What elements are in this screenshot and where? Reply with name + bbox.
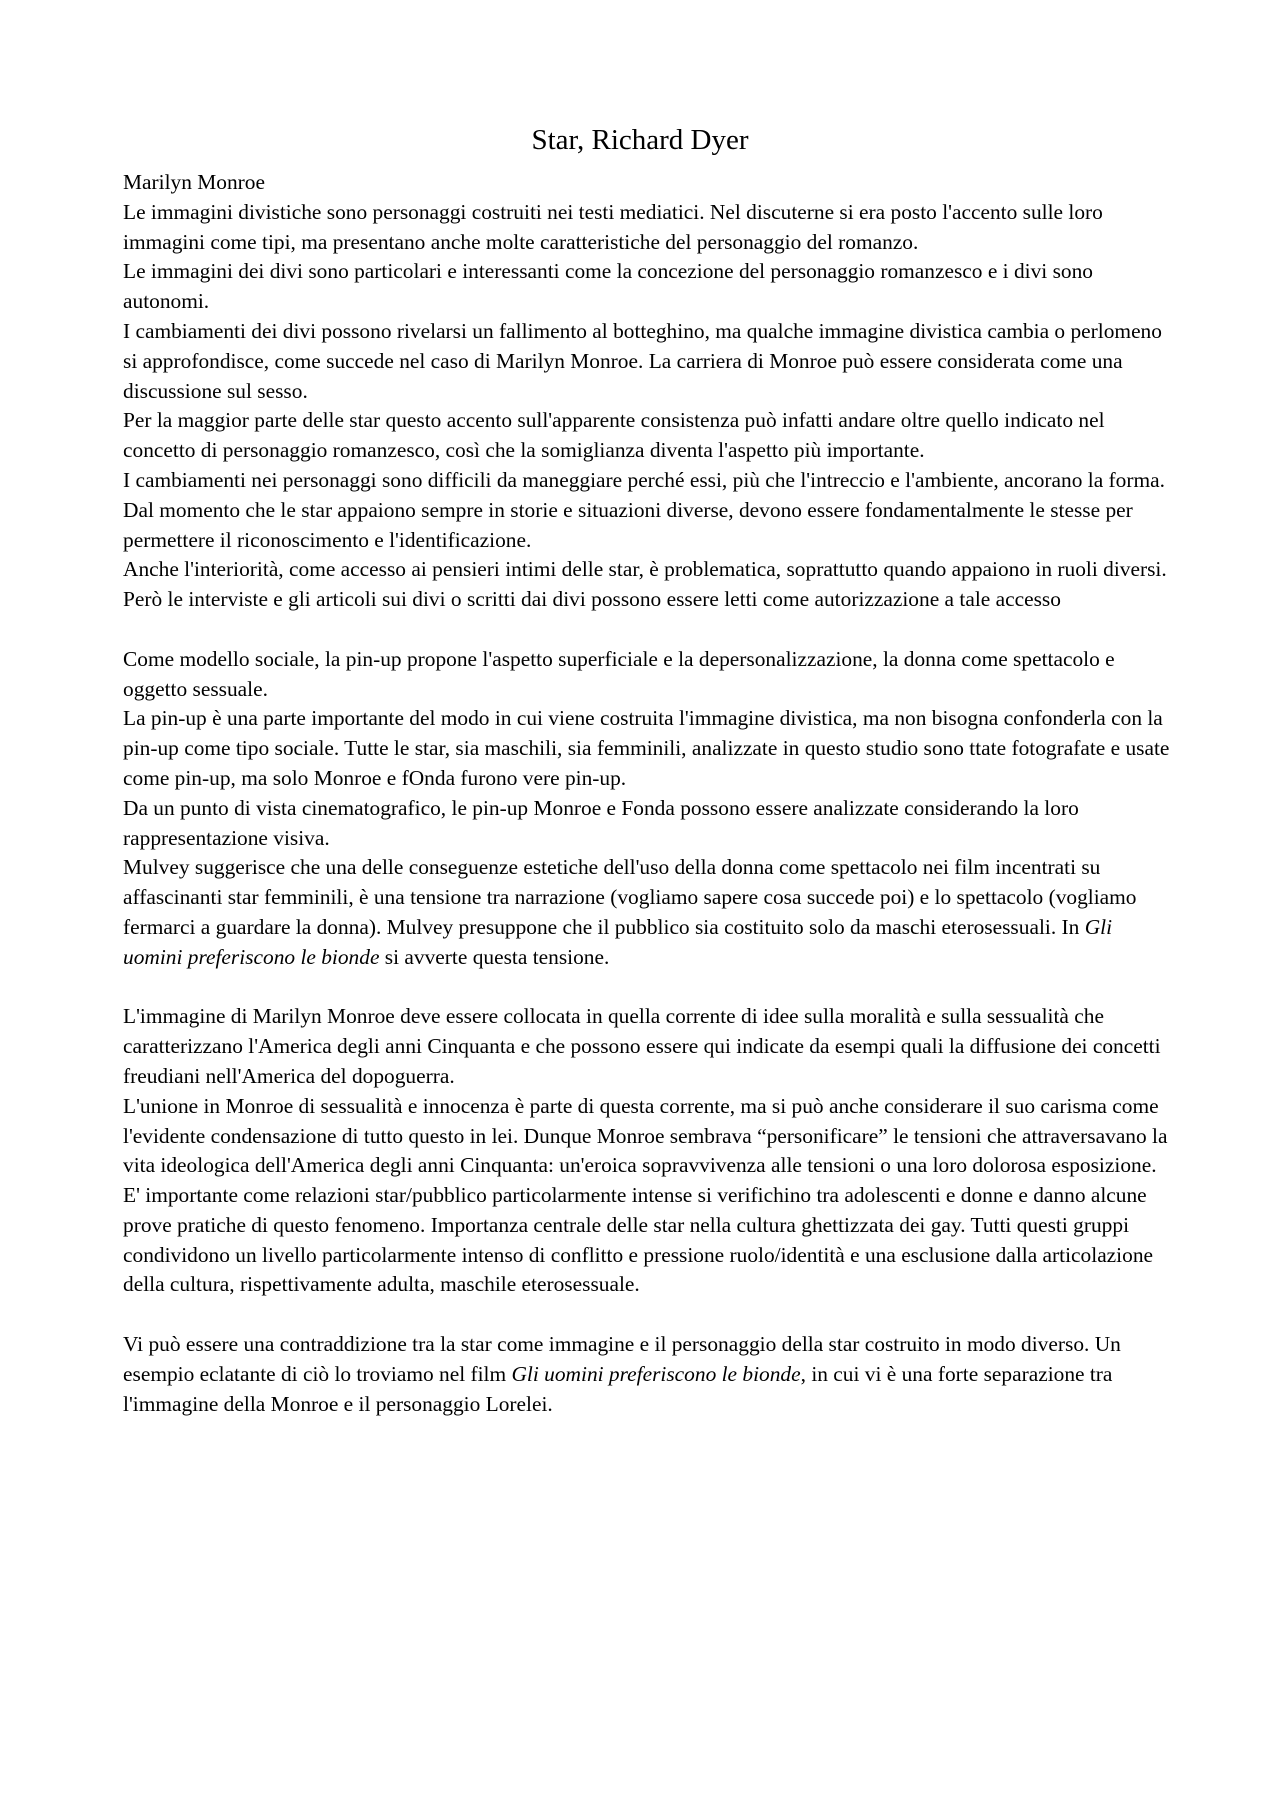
document-body (123, 168, 1175, 1419)
paragraph: Per la maggior parte delle star questo accento sull'apparente consistenza può infatti andare oltre quello indicato nel concetto di personaggio romanzesco, così che la somiglianza diventa l'aspetto più importante. (123, 408, 1105, 463)
paragraph: Come modello sociale, la pin-up propone l'aspetto superficiale e la depersonalizzazione, la donna come spettacolo e oggetto sessuale. (123, 646, 1115, 701)
paragraph-gap (123, 615, 1175, 645)
film-title: Gli uomini preferiscono le bionde (123, 914, 1113, 969)
paragraph: E' importante come relazioni star/pubblico particolarmente intense si verifichino tra adolescenti e donne e danno alcune prove pratiche di questo fenomeno. Importanza centrale delle star nella cultura ghettizzata dei gay. Tutti questi gruppi condividono un livello particolarmente intenso di conflitto e pressione ruolo/identità e una esclusione dalla articolazione della cultura, rispettivamente adulta, maschile eterosessuale. (123, 1183, 1154, 1297)
paragraph: I cambiamenti nei personaggi sono difficili da maneggiare perché essi, più che l'intreccio e l'ambiente, ancorano la forma. Dal momento che le star appaiono sempre in storie e situazioni diverse, devono essere fondamentalmente le stesse per permettere il riconoscimento e l'identificazione. (123, 467, 1165, 552)
text-run: si avverte questa tensione. (379, 944, 610, 969)
paragraph: La pin-up è una parte importante del modo in cui viene costruita l'immagine divistica, ma non bisogna confonderla con la pin-up come tipo sociale. Tutte le star, sia maschili, sia femminili, analizzate in questo studio sono ttate fotografate e usate come pin-up, ma solo Monroe e fOnda furono vere pin-up. (123, 706, 1170, 790)
paragraph: Le immagini divistiche sono personaggi costruiti nei testi mediatici. Nel discuterne si era posto l'accento sulle loro immagini come tipi, ma presentano anche molte caratteristiche del personaggio del romanzo. (123, 199, 1103, 254)
paragraph-contradiction (123, 1330, 1175, 1419)
paragraph: Però le interviste e gli articoli sui divi o scritti dai divi possono essere letti come autorizzazione a tale accesso (123, 587, 1061, 612)
paragraph-gap (123, 1300, 1175, 1330)
page-title: Star, Richard Dyer (531, 124, 749, 156)
text-run: , in cui vi è una forte separazione tra l'immagine della Monroe e il personaggio Lorelei. (123, 1361, 1113, 1416)
paragraph: Da un punto di vista cinematografico, le pin-up Monroe e Fonda possono essere analizzate considerando la loro rappresentazione visiva. (123, 795, 1079, 850)
paragraph-gap (123, 973, 1175, 1003)
section-heading: Marilyn Monroe (123, 170, 265, 194)
text-run: Vi può essere una contraddizione tra la star come immagine e il personaggio della star costruito in modo diverso. Un esempio eclatante di ciò lo troviamo nel film (123, 1332, 1121, 1386)
paragraph-mulvey (123, 853, 1175, 972)
paragraph: Le immagini dei divi sono particolari e interessanti come la concezione del personaggio romanzesco e i divi sono autonomi. (123, 259, 1093, 314)
paragraph: L'unione in Monroe di sessualità e innocenza è parte di questa corrente, ma si può anche considerare il suo carisma come l'evidente condensazione di tutto questo in lei. Dunque Monroe sembrava “personificare” le tensioni che attraversavano la vita ideologica dell'America degli anni Cinquanta: un'eroica sopravvivenza alle tensioni o una loro dolorosa esposizione. (123, 1093, 1168, 1178)
film-title: Gli uomini preferiscono le bionde (511, 1361, 801, 1386)
paragraph: Anche l'interiorità, come accesso ai pensieri intimi delle star, è problematica, soprattutto quando appaiono in ruoli diversi. (123, 557, 1167, 582)
text-run: Mulvey suggerisce che una delle conseguenze estetiche dell'uso della donna come spettacolo nei film incentrati su affascinanti star femminili, è una tensione tra narrazione (vogliamo sapere cosa succede poi) e lo spettacolo (vogliamo fermarci a guardare la donna). Mulvey presuppone che il pubblico sia costituito solo da maschi eterosessuali. In (123, 855, 1137, 939)
paragraph: I cambiamenti dei divi possono rivelarsi un fallimento al botteghino, ma qualche immagine divistica cambia o perlomeno si approfondisce, come succede nel caso di Marilyn Monroe. La carriera di Monroe può essere considerata come una discussione sul sesso. (123, 318, 1162, 403)
paragraph: L'immagine di Marilyn Monroe deve essere collocata in quella corrente di idee sulla moralità e sulla sessualità che caratterizzano l'America degli anni Cinquanta e che possono essere qui indicate da esempi quali la diffusione dei concetti freudiani nell'America del dopoguerra. (123, 1004, 1161, 1088)
